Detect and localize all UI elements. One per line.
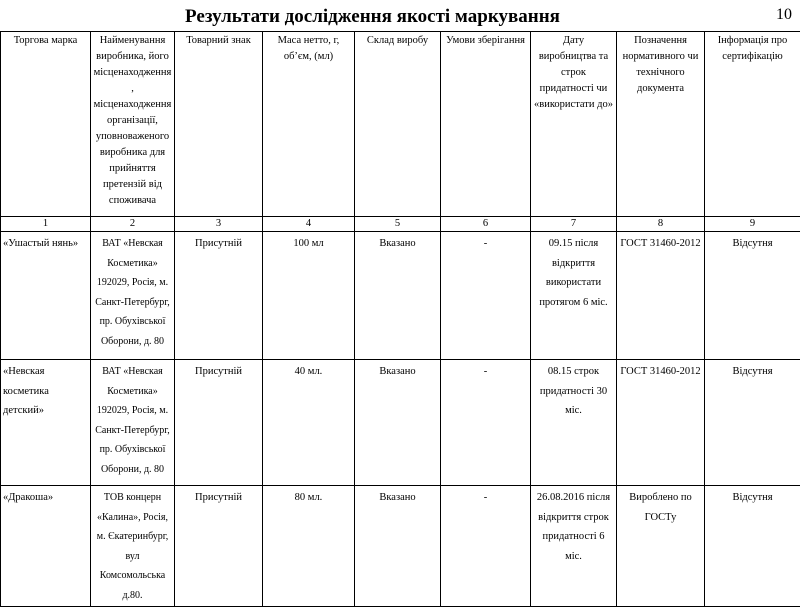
column-number: 5 <box>355 217 441 232</box>
table-cell: Присутній <box>175 232 263 360</box>
table-cell: 09.15 після відкриття використати протягом 6 міс. <box>531 232 617 360</box>
table-cell: 100 мл <box>263 232 355 360</box>
header-row <box>1 32 800 217</box>
table-cell: 80 мл. <box>263 486 355 607</box>
page-number: 10 <box>776 6 792 24</box>
table-cell: - <box>441 232 531 360</box>
table-cell: Відсутня <box>705 486 800 607</box>
column-number: 8 <box>617 217 705 232</box>
column-number: 9 <box>705 217 800 232</box>
table-cell: Вказано <box>355 486 441 607</box>
column-number: 4 <box>263 217 355 232</box>
header-cell: Товарний знак <box>175 32 263 217</box>
table-cell: «Невская косметика детский» <box>1 360 91 486</box>
table-cell: - <box>441 486 531 607</box>
table-cell: 26.08.2016 після відкриття строк придатності 6 міс. <box>531 486 617 607</box>
header-cell: Позначення нормативного чи технічного документа <box>617 32 705 217</box>
table-cell: - <box>441 360 531 486</box>
table-row <box>1 360 800 486</box>
header-cell: Склад виробу <box>355 32 441 217</box>
table-cell: ТОВ концерн «Калина», Росія, м. Єкатеринбург, вул Комсомольська д.80. <box>91 486 175 607</box>
column-number: 6 <box>441 217 531 232</box>
table-cell: ГОСТ 31460-2012 <box>617 360 705 486</box>
header-cell: Інформація про сертифікацію <box>705 32 800 217</box>
column-number: 1 <box>1 217 91 232</box>
table-cell: «Ушастый нянь» <box>1 232 91 360</box>
column-number: 2 <box>91 217 175 232</box>
column-number: 7 <box>531 217 617 232</box>
header-cell: Дату виробництва та строк придатності чи «використати до» <box>531 32 617 217</box>
table-cell: ВАТ «Невская Косметика» 192029, Росія, м. Санкт-Петербург, пр. Обухівської Оборони, д. 80 <box>91 232 175 360</box>
table-cell: Відсутня <box>705 232 800 360</box>
labeling-results-table <box>0 31 800 607</box>
table-cell: 08.15 строк придатності 30 міс. <box>531 360 617 486</box>
header-cell: Найменування виробника, його місценаходження, місценаходження організації, уповноваженого виробника для прийняття претензій від споживача <box>91 32 175 217</box>
table-row <box>1 486 800 607</box>
column-number: 3 <box>175 217 263 232</box>
table-row <box>1 232 800 360</box>
table-cell: «Дракоша» <box>1 486 91 607</box>
table-cell: 40 мл. <box>263 360 355 486</box>
table-cell: Присутній <box>175 486 263 607</box>
table-cell: ГОСТ 31460-2012 <box>617 232 705 360</box>
header-cell: Торгова марка <box>1 32 91 217</box>
table-cell: Відсутня <box>705 360 800 486</box>
page-title: Результати дослідження якості маркування <box>0 6 745 28</box>
column-number-row <box>1 217 800 232</box>
table-cell: Вказано <box>355 232 441 360</box>
header-cell: Умови зберігання <box>441 32 531 217</box>
table-cell: ВАТ «Невская Косметика» 192029, Росія, м. Санкт-Петербург, пр. Обухівської Оборони, д. 80 <box>91 360 175 486</box>
table-cell: Присутній <box>175 360 263 486</box>
table-cell: Вироблено по ГОСТу <box>617 486 705 607</box>
table-cell: Вказано <box>355 360 441 486</box>
header-cell: Маса нетто, г, об’єм, (мл) <box>263 32 355 217</box>
